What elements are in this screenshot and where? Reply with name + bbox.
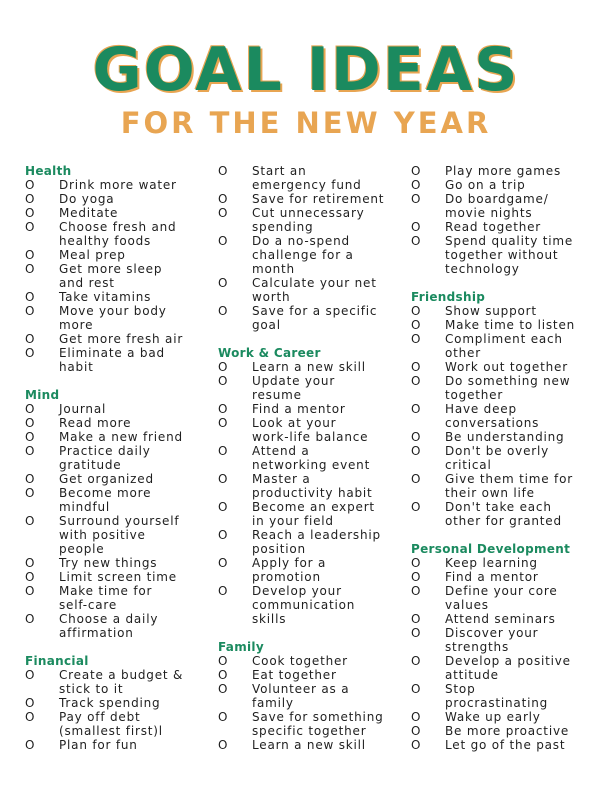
goal-item — [218, 234, 404, 276]
circle-bullet-icon: O — [218, 304, 228, 318]
goal-item-label: Do a no-spend challenge for a month — [252, 234, 354, 276]
circle-bullet-icon: O — [218, 164, 228, 178]
circle-bullet-icon: O — [411, 612, 421, 626]
section-gap — [25, 374, 211, 388]
goal-item — [25, 262, 211, 290]
goal-item — [25, 178, 211, 192]
goal-section — [411, 290, 597, 528]
circle-bullet-icon: O — [25, 304, 35, 318]
circle-bullet-icon: O — [411, 556, 421, 570]
circle-bullet-icon: O — [411, 402, 421, 416]
goal-item-label: Do yoga — [59, 192, 115, 206]
circle-bullet-icon: O — [411, 570, 421, 584]
goal-item-label: Drink more water — [59, 178, 177, 192]
section-heading: Family — [218, 640, 264, 654]
goal-item-label: Play more games — [445, 164, 562, 178]
circle-bullet-icon: O — [25, 402, 35, 416]
goal-item-label: Discover your strengths — [445, 626, 539, 654]
goal-item — [218, 584, 404, 626]
goal-item — [218, 472, 404, 500]
goal-section — [25, 654, 211, 752]
goal-item-label: Get more sleep and rest — [59, 262, 163, 290]
circle-bullet-icon: O — [411, 654, 421, 668]
goal-item-label: Look at your work-life balance — [252, 416, 369, 444]
goal-item-label: Read together — [445, 220, 542, 234]
goal-item — [411, 472, 597, 500]
goal-item-label: Compliment each other — [445, 332, 563, 360]
goal-item — [411, 220, 597, 234]
circle-bullet-icon: O — [25, 668, 35, 682]
goal-item-label: Practice daily gratitude — [59, 444, 151, 472]
goal-item-label: Do something new together — [445, 374, 571, 402]
circle-bullet-icon: O — [411, 626, 421, 640]
goal-item — [25, 220, 211, 248]
goal-item — [411, 584, 597, 612]
goal-item — [25, 696, 211, 710]
goal-item-label: Limit screen time — [59, 570, 177, 584]
section-heading: Financial — [25, 654, 89, 668]
goal-list — [411, 164, 597, 276]
goal-section — [218, 346, 404, 626]
goal-item-label: Don't take each other for granted — [445, 500, 562, 528]
goal-item — [25, 444, 211, 472]
section-heading: Friendship — [411, 290, 486, 304]
goal-item-label: Pay off debt (smallest first)l — [59, 710, 163, 738]
goal-item-label: Go on a trip — [445, 178, 526, 192]
circle-bullet-icon: O — [411, 360, 421, 374]
section-gap — [411, 528, 597, 542]
goal-item-label: Cut unnecessary spending — [252, 206, 365, 234]
goal-item-label: Become more mindful — [59, 486, 152, 514]
goal-item-label: Learn a new skill — [252, 738, 366, 752]
goal-list — [218, 654, 404, 752]
circle-bullet-icon: O — [25, 220, 35, 234]
circle-bullet-icon: O — [25, 612, 35, 626]
circle-bullet-icon: O — [218, 360, 228, 374]
goal-item-label: Be more proactive — [445, 724, 570, 738]
goal-item-label: Meditate — [59, 206, 119, 220]
goal-item-label: Choose a daily affirmation — [59, 612, 159, 640]
goal-item — [25, 402, 211, 416]
goal-item — [411, 318, 597, 332]
goal-item — [411, 500, 597, 528]
goal-item-label: Eliminate a bad habit — [59, 346, 165, 374]
circle-bullet-icon: O — [218, 416, 228, 430]
section-gap — [25, 640, 211, 654]
goal-list — [411, 304, 597, 528]
circle-bullet-icon: O — [25, 192, 35, 206]
goal-item-label: Plan for fun — [59, 738, 138, 752]
goal-item — [411, 192, 597, 220]
goal-item — [218, 556, 404, 584]
goal-item — [218, 276, 404, 304]
goal-item-label: Attend seminars — [445, 612, 556, 626]
goal-item — [411, 444, 597, 472]
goal-item — [411, 430, 597, 444]
goal-item — [25, 514, 211, 556]
goal-item — [25, 612, 211, 640]
goal-list — [411, 556, 597, 752]
goal-item — [25, 290, 211, 304]
goal-item — [25, 248, 211, 262]
circle-bullet-icon: O — [218, 374, 228, 388]
goal-item — [25, 304, 211, 332]
circle-bullet-icon: O — [218, 192, 228, 206]
goal-item-label: Find a mentor — [445, 570, 539, 584]
goal-item — [411, 304, 597, 318]
circle-bullet-icon: O — [218, 738, 228, 752]
goal-item — [218, 360, 404, 374]
goal-item — [25, 472, 211, 486]
goal-item — [25, 486, 211, 514]
goal-item — [218, 682, 404, 710]
circle-bullet-icon: O — [25, 416, 35, 430]
circle-bullet-icon: O — [218, 556, 228, 570]
goal-item-label: Keep learning — [445, 556, 538, 570]
section-gap — [218, 626, 404, 640]
circle-bullet-icon: O — [411, 682, 421, 696]
goal-item — [25, 710, 211, 738]
goal-item-label: Choose fresh and healthy foods — [59, 220, 177, 248]
goal-item-label: Make a new friend — [59, 430, 183, 444]
goal-item — [25, 332, 211, 346]
goal-item — [218, 192, 404, 206]
goal-item — [25, 206, 211, 220]
page-subtitle: FOR THE NEW YEAR — [120, 106, 492, 140]
column-3 — [411, 164, 597, 752]
goal-item-label: Volunteer as a family — [252, 682, 350, 710]
section-heading: Work & Career — [218, 346, 321, 360]
goal-item-label: Show support — [445, 304, 537, 318]
goal-item — [411, 164, 597, 178]
goal-item-label: Cook together — [252, 654, 348, 668]
circle-bullet-icon: O — [25, 472, 35, 486]
goal-item — [411, 374, 597, 402]
goal-item — [218, 668, 404, 682]
goal-item — [411, 724, 597, 738]
goal-item-label: Create a budget & stick to it — [59, 668, 184, 696]
circle-bullet-icon: O — [218, 276, 228, 290]
goal-item — [218, 738, 404, 752]
goal-item-label: Work out together — [445, 360, 568, 374]
goal-item-label: Define your core values — [445, 584, 558, 612]
circle-bullet-icon: O — [25, 430, 35, 444]
circle-bullet-icon: O — [411, 430, 421, 444]
goal-item-label: Read more — [59, 416, 132, 430]
circle-bullet-icon: O — [25, 710, 35, 724]
goal-item — [411, 234, 597, 276]
goal-item — [218, 206, 404, 234]
goal-item — [411, 682, 597, 710]
goal-item — [411, 710, 597, 724]
goal-section — [25, 388, 211, 640]
circle-bullet-icon: O — [25, 332, 35, 346]
circle-bullet-icon: O — [411, 164, 421, 178]
goal-item — [411, 402, 597, 430]
circle-bullet-icon: O — [411, 192, 421, 206]
goal-item-label: Try new things — [59, 556, 158, 570]
goal-item — [25, 584, 211, 612]
goal-item-label: Develop a positive attitude — [445, 654, 571, 682]
goal-item-label: Find a mentor — [252, 402, 346, 416]
circle-bullet-icon: O — [25, 444, 35, 458]
goal-item — [25, 668, 211, 696]
goal-item-label: Update your resume — [252, 374, 336, 402]
circle-bullet-icon: O — [25, 570, 35, 584]
circle-bullet-icon: O — [218, 472, 228, 486]
goal-item-label: Eat together — [252, 668, 337, 682]
goal-item-label: Master a productivity habit — [252, 472, 373, 500]
goal-item-label: Move your body more — [59, 304, 167, 332]
goal-item — [218, 416, 404, 444]
goal-item — [411, 612, 597, 626]
circle-bullet-icon: O — [218, 682, 228, 696]
circle-bullet-icon: O — [25, 738, 35, 752]
page-title: GOAL IDEAS — [92, 35, 520, 105]
section-gap — [218, 332, 404, 346]
goal-section — [218, 164, 404, 332]
circle-bullet-icon: O — [25, 486, 35, 500]
goal-item-label: Reach a leadership position — [252, 528, 381, 556]
goal-list — [25, 178, 211, 374]
goal-section — [411, 164, 597, 276]
goal-item-label: Let go of the past — [445, 738, 566, 752]
circle-bullet-icon: O — [218, 206, 228, 220]
goal-item-label: Have deep conversations — [445, 402, 540, 430]
column-2 — [218, 164, 404, 752]
circle-bullet-icon: O — [25, 290, 35, 304]
goal-item-label: Make time to listen — [445, 318, 576, 332]
goal-item-label: Don't be overly critical — [445, 444, 550, 472]
goal-item-label: Stop procrastinating — [445, 682, 549, 710]
goal-item — [25, 570, 211, 584]
circle-bullet-icon: O — [411, 584, 421, 598]
circle-bullet-icon: O — [411, 234, 421, 248]
goal-section — [25, 164, 211, 374]
goal-item — [218, 654, 404, 668]
goal-item-label: Start an emergency fund — [252, 164, 362, 192]
circle-bullet-icon: O — [218, 584, 228, 598]
circle-bullet-icon: O — [218, 500, 228, 514]
goal-item — [411, 738, 597, 752]
goal-item-label: Take vitamins — [59, 290, 152, 304]
goal-item — [25, 192, 211, 206]
goal-item-label: Save for a specific goal — [252, 304, 378, 332]
circle-bullet-icon: O — [218, 234, 228, 248]
goal-item — [411, 556, 597, 570]
goal-item-label: Learn a new skill — [252, 360, 366, 374]
circle-bullet-icon: O — [218, 402, 228, 416]
goal-item — [218, 374, 404, 402]
goal-item — [25, 416, 211, 430]
goal-item — [218, 444, 404, 472]
goal-item-label: Get organized — [59, 472, 154, 486]
circle-bullet-icon: O — [218, 528, 228, 542]
circle-bullet-icon: O — [411, 220, 421, 234]
goal-item-label: Develop your communication skills — [252, 584, 356, 626]
goal-item-label: Get more fresh air — [59, 332, 184, 346]
goal-item-label: Track spending — [59, 696, 161, 710]
goal-item-label: Make time for self-care — [59, 584, 153, 612]
goal-item — [218, 304, 404, 332]
goal-list — [218, 360, 404, 626]
goal-item — [218, 164, 404, 192]
goal-item — [25, 556, 211, 570]
circle-bullet-icon: O — [218, 710, 228, 724]
goal-item — [218, 710, 404, 738]
circle-bullet-icon: O — [218, 654, 228, 668]
circle-bullet-icon: O — [25, 514, 35, 528]
goal-item-label: Spend quality time together without technology — [445, 234, 574, 276]
circle-bullet-icon: O — [411, 304, 421, 318]
goal-item-label: Calculate your net worth — [252, 276, 377, 304]
circle-bullet-icon: O — [411, 444, 421, 458]
circle-bullet-icon: O — [25, 262, 35, 276]
goal-item-label: Attend a networking event — [252, 444, 371, 472]
circle-bullet-icon: O — [218, 444, 228, 458]
goal-item — [25, 738, 211, 752]
circle-bullet-icon: O — [25, 346, 35, 360]
goal-item — [411, 178, 597, 192]
circle-bullet-icon: O — [411, 710, 421, 724]
goal-section — [218, 640, 404, 752]
goal-item-label: Save for retirement — [252, 192, 385, 206]
goal-item — [218, 500, 404, 528]
goal-item — [218, 402, 404, 416]
circle-bullet-icon: O — [411, 332, 421, 346]
circle-bullet-icon: O — [411, 724, 421, 738]
goal-list — [25, 402, 211, 640]
section-gap — [411, 276, 597, 290]
goal-section — [411, 542, 597, 752]
circle-bullet-icon: O — [25, 178, 35, 192]
goal-item-label: Become an expert in your field — [252, 500, 375, 528]
circle-bullet-icon: O — [411, 472, 421, 486]
circle-bullet-icon: O — [25, 206, 35, 220]
goal-item-label: Meal prep — [59, 248, 126, 262]
goal-list — [25, 668, 211, 752]
section-heading: Mind — [25, 388, 60, 402]
circle-bullet-icon: O — [411, 178, 421, 192]
circle-bullet-icon: O — [411, 738, 421, 752]
column-1 — [25, 164, 211, 752]
goal-item — [218, 528, 404, 556]
goal-item-label: Apply for a promotion — [252, 556, 327, 584]
circle-bullet-icon: O — [25, 696, 35, 710]
circle-bullet-icon: O — [25, 248, 35, 262]
goal-item — [411, 654, 597, 682]
circle-bullet-icon: O — [411, 318, 421, 332]
goal-item-label: Be understanding — [445, 430, 565, 444]
goal-item-label: Do boardgame/ movie nights — [445, 192, 549, 220]
section-heading: Health — [25, 164, 72, 178]
circle-bullet-icon: O — [411, 500, 421, 514]
goal-list — [218, 164, 404, 332]
section-heading: Personal Development — [411, 542, 571, 556]
goal-item — [411, 570, 597, 584]
goal-item — [25, 430, 211, 444]
circle-bullet-icon: O — [411, 374, 421, 388]
goal-item — [411, 626, 597, 654]
goal-item — [411, 360, 597, 374]
circle-bullet-icon: O — [25, 556, 35, 570]
circle-bullet-icon: O — [25, 584, 35, 598]
goal-item-label: Save for something specific together — [252, 710, 384, 738]
goal-item — [411, 332, 597, 360]
goal-item-label: Give them time for their own life — [445, 472, 573, 500]
circle-bullet-icon: O — [218, 668, 228, 682]
goal-item-label: Wake up early — [445, 710, 541, 724]
goal-item-label: Surround yourself with positive people — [59, 514, 180, 556]
goal-item-label: Journal — [59, 402, 107, 416]
goal-item — [25, 346, 211, 374]
